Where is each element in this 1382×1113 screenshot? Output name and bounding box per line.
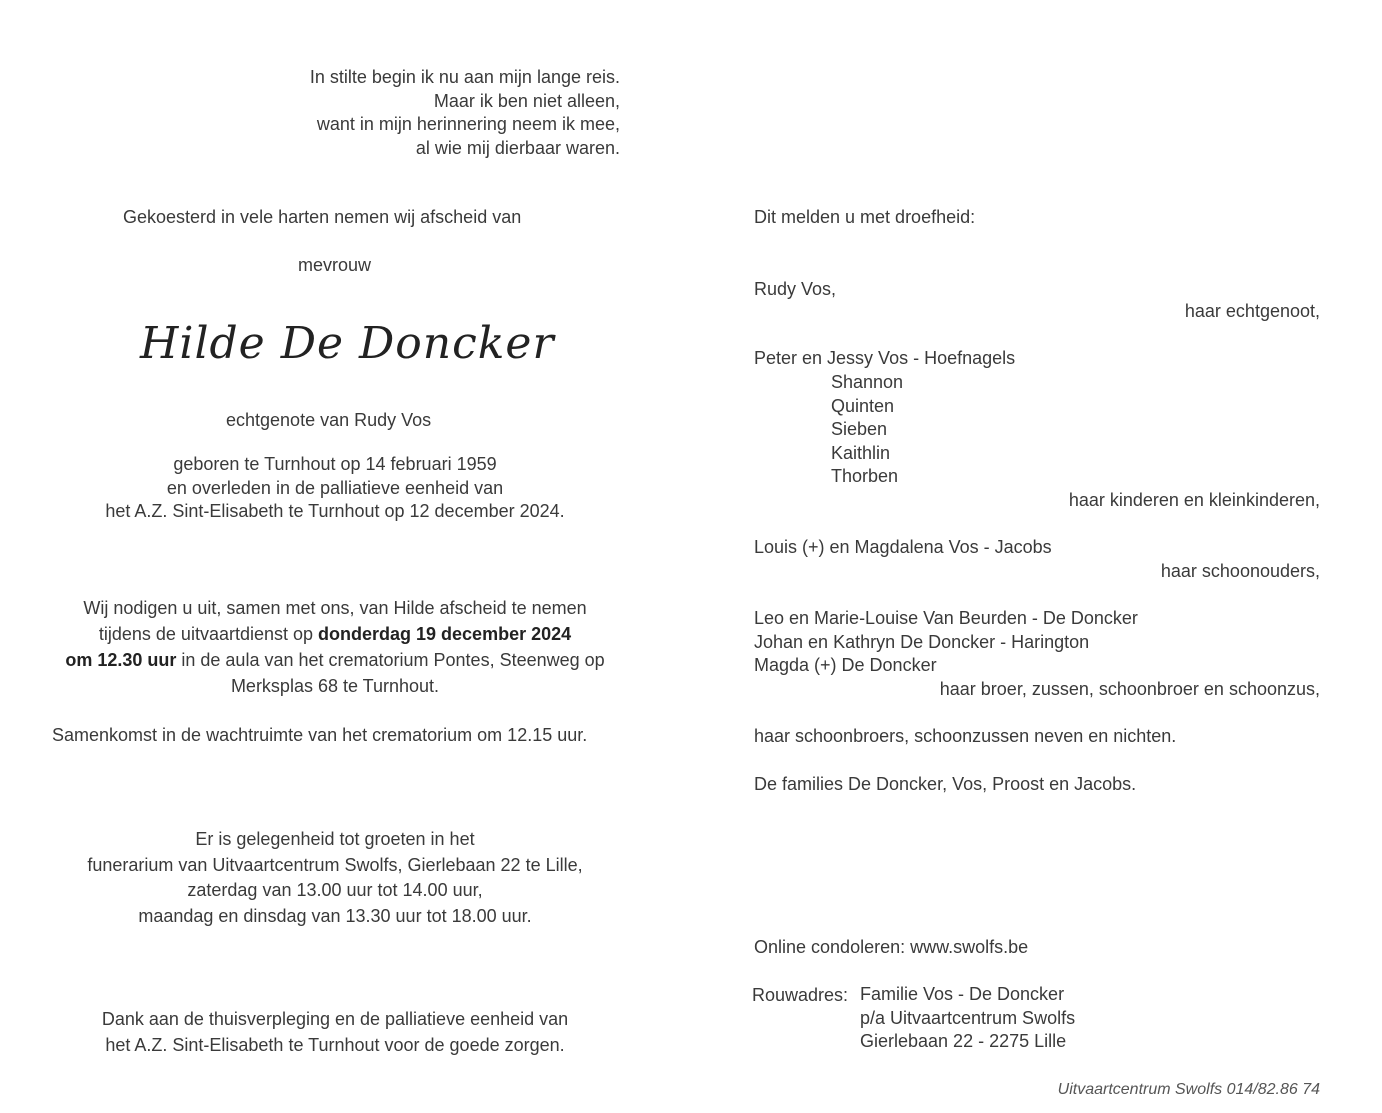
poem-line: want in mijn herinnering neem ik mee, [316, 114, 620, 134]
birth-death-line: het A.Z. Sint-Elisabeth te Turnhout op 12 december 2024. [105, 501, 565, 521]
grandchild-name: Shannon [831, 372, 904, 392]
poem-line: Maar ik ben niet alleen, [433, 90, 620, 111]
invitation-text: tijdens de uitvaartdienst op [98, 624, 319, 644]
grandchild-name: Sieben [831, 419, 888, 439]
invitation-line [30, 621, 640, 647]
gathering-text: Samenkomst in de wachtruimte van het crematorium om 12.15 uur. [52, 725, 588, 745]
address-lines [860, 983, 1075, 1054]
address-line: p/a Uitvaartcentrum Swolfs [860, 1007, 1076, 1028]
siblings-list [754, 607, 1138, 678]
invitation-line: Wij nodigen u uit, samen met ons, van Hilde afscheid te nemen [83, 598, 587, 618]
visitation-line: Er is gelegenheid tot groeten in het [195, 829, 475, 849]
title-text: mevrouw [298, 255, 372, 275]
grandchild-name: Kaithlin [831, 442, 891, 463]
sibling-name: Johan en Kathryn De Doncker - Harington [754, 631, 1090, 652]
thanks-line: Dank aan de thuisverpleging en de palliatieve eenheid van [101, 1009, 569, 1029]
children-names: Peter en Jessy Vos - Hoefnagels [754, 348, 1016, 368]
footer-text: Uitvaartcentrum Swolfs 014/82.86 74 [1057, 1081, 1320, 1098]
address-label: Rouwadres: [752, 985, 849, 1005]
parents-in-law-role: haar schoonouders, [1160, 561, 1320, 581]
thanks [30, 1007, 640, 1058]
birth-death-line: en overleden in de palliatieve eenheid van [166, 477, 504, 498]
siblings-role: haar broer, zussen, schoonbroer en schoonzus, [939, 679, 1320, 699]
service-time: om 12.30 uur [65, 650, 177, 670]
spouse-role: haar echtgenoot, [1184, 301, 1320, 321]
visitation-line: funerarium van Uitvaartcentrum Swolfs, Gierlebaan 22 te Lille, [87, 854, 583, 875]
address-line: Familie Vos - De Doncker [860, 984, 1065, 1004]
spouse-name: Rudy Vos, [754, 279, 837, 299]
grandchild-name: Thorben [831, 466, 899, 486]
birth-death-line: geboren te Turnhout op 14 februari 1959 [173, 454, 497, 474]
invitation-line: Merksplas 68 te Turnhout. [230, 676, 440, 696]
announce-text: Dit melden u met droefheid: [754, 207, 976, 227]
children-role: haar kinderen en kleinkinderen, [1068, 490, 1320, 510]
invitation-text: in de aula van het crematorium Pontes, Steenweg op [176, 650, 605, 670]
visitation-line: zaterdag van 13.00 uur tot 14.00 uur, [187, 880, 483, 900]
birth-death [70, 453, 600, 524]
poem [310, 66, 620, 160]
spouse-line: echtgenote van Rudy Vos [226, 410, 432, 430]
grandchild-name: Quinten [831, 395, 895, 416]
thanks-line: het A.Z. Sint-Elisabeth te Turnhout voor de goede zorgen. [105, 1034, 565, 1055]
intro-text: Gekoesterd in vele harten nemen wij afscheid van [123, 207, 522, 227]
address-line: Gierlebaan 22 - 2275 Lille [860, 1031, 1067, 1051]
extended-family: haar schoonbroers, schoonzussen neven en nichten. [754, 726, 1177, 746]
grandchildren-list [831, 371, 903, 489]
poem-line: In stilte begin ik nu aan mijn lange reis. [309, 67, 620, 87]
parents-in-law: Louis (+) en Magdalena Vos - Jacobs [754, 537, 1052, 557]
invitation [30, 595, 640, 699]
sibling-name: Leo en Marie-Louise Van Beurden - De Doncker [754, 608, 1138, 628]
families-line: De families De Doncker, Vos, Proost en Jacobs. [754, 774, 1137, 794]
invitation-line [30, 647, 640, 673]
deceased-name: Hilde De Doncker [140, 318, 555, 369]
visitation [30, 827, 640, 929]
service-date: donderdag 19 december 2024 [318, 624, 572, 644]
poem-line: al wie mij dierbaar waren. [415, 137, 620, 158]
sibling-name: Magda (+) De Doncker [754, 655, 937, 675]
online-condolence: Online condoleren: www.swolfs.be [754, 937, 1029, 957]
visitation-line: maandag en dinsdag van 13.30 uur tot 18.00 uur. [138, 905, 532, 926]
